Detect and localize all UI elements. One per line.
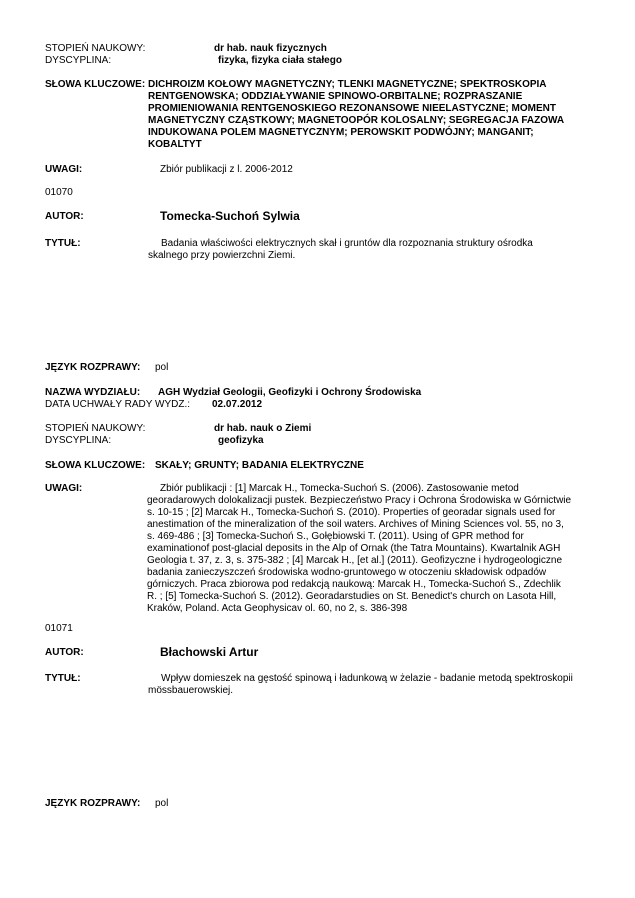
jezyk-value: pol xyxy=(155,798,169,809)
title-line: mössbauerowskiej. xyxy=(148,685,234,696)
stopien-label: STOPIEŃ NAUKOWY: xyxy=(45,423,146,434)
uwagi-block xyxy=(147,483,597,615)
uwagi-value: Zbiór publikacji z l. 2006-2012 xyxy=(160,164,293,175)
title-line: Wpływ domieszek na gęstość spinową i ładunkową w żelazie - badanie metodą spektroskopii xyxy=(161,673,573,684)
uwagi-line: examinationof post-glacial deposits in the Alp of Ornak (the Tatra Mountains). Kwartalnik AGH xyxy=(147,543,561,554)
uwagi-line: Zbiór publikacji : [1] Marcak H., Tomecka-Suchoń S. (2006). Zastosowanie metod xyxy=(160,483,519,494)
dyscyplina-label: DYSCYPLINA: xyxy=(45,435,112,446)
author-name: Błachowski Artur xyxy=(160,645,259,659)
dyscyplina-value: geofizyka xyxy=(218,435,264,446)
stopien-label: STOPIEŃ NAUKOWY: xyxy=(45,43,146,54)
title-block xyxy=(148,238,588,262)
uwagi-line: anestimation of the mineralization of the soil waters. Archives of Mining Sciences vol. 55, no 3, xyxy=(147,519,564,530)
jezyk-label: JĘZYK ROZPRAWY: xyxy=(45,362,141,373)
keywords-block xyxy=(148,79,588,151)
uwagi-line: Geologia t. 37, z. 3, s. 375-382 ; [4] Marcak H., [et al.] (2011). Geofizyczne i hydrogeologiczne xyxy=(147,555,563,566)
wydzial-label: NAZWA WYDZIAŁU: xyxy=(45,387,141,398)
title-line: skalnego przy powierzchni Ziemi. xyxy=(148,250,296,261)
autor-label: AUTOR: xyxy=(45,211,84,222)
dyscyplina-value: fizyka, fizyka ciała stałego xyxy=(218,55,342,66)
uwagi-line: badania zanieczyszczeń środowiska wodno-gruntowego w otoczeniu składowisk odpadów xyxy=(147,567,547,578)
keyword-line: KOBALTYT xyxy=(148,139,202,150)
uwagi-line: Kraków, Poland. Acta Geophysicav ol. 60, no 2, s. 386-398 xyxy=(147,603,408,614)
stopien-value: dr hab. nauk o Ziemi xyxy=(214,423,312,434)
keyword-line: RENTGENOWSKA; ODDZIAŁYWANIE SPINOWO-ORBITALNE; ROZPRASZANIE xyxy=(148,91,523,102)
record-number: 01070 xyxy=(45,187,73,198)
title-block xyxy=(148,673,598,697)
data-uchwaly-value: 02.07.2012 xyxy=(212,399,263,410)
uwagi-line: R. ; [5] Tomecka-Suchoń S. (2012). Georadarstudies on St. Benedict's church on Lasota Hill, xyxy=(147,591,557,602)
keyword-line: PROMIENIOWANIA RENTGENOSKIEGO REZONANSOWE NIEELASTYCZNE; MOMENT xyxy=(148,103,556,114)
uwagi-line: georadarowych dolokalizacji pustek. Bezpieczeństwo Pracy i Ochrona Środowiska w Górnictwie xyxy=(147,495,572,506)
uwagi-line: s. 10-15 ; [2] Marcak H., Tomecka-Suchoń S. (2010). Properties of georadar signals used for xyxy=(147,507,556,518)
keyword-line: INDUKOWANA POLEM MAGNETYCZNYM; PEROWSKIT PODWÓJNY; MANGANIT; xyxy=(148,127,534,138)
keyword-line: MAGNETYCZNY CZĄSTKOWY; MAGNETOOPÓR KOLOSALNY; SEGREGACJA FAZOWA xyxy=(148,115,565,126)
keywords-value: SKAŁY; GRUNTY; BADANIA ELEKTRYCZNE xyxy=(155,460,364,471)
jezyk-label: JĘZYK ROZPRAWY: xyxy=(45,798,141,809)
keyword-line: DICHROIZM KOŁOWY MAGNETYCZNY; TLENKI MAGNETYCZNE; SPEKTROSKOPIA xyxy=(148,79,547,90)
keywords-label: SŁOWA KLUCZOWE: xyxy=(45,460,146,471)
uwagi-line: s. 469-486 ; [3] Tomecka-Suchoń S., Gołębiowski T. (2011). Using of GPR method for xyxy=(147,531,524,542)
jezyk-value: pol xyxy=(155,362,169,373)
autor-label: AUTOR: xyxy=(45,647,84,658)
stopien-value: dr hab. nauk fizycznych xyxy=(214,43,327,54)
uwagi-label: UWAGI: xyxy=(45,164,83,175)
author-name: Tomecka-Suchoń Sylwia xyxy=(160,209,300,223)
keywords-label: SŁOWA KLUCZOWE: xyxy=(45,79,146,90)
tytul-label: TYTUŁ: xyxy=(45,238,81,249)
wydzial-value: AGH Wydział Geologii, Geofizyki i Ochrony Środowiska xyxy=(158,387,422,398)
record-number: 01071 xyxy=(45,623,73,634)
uwagi-line: górniczych. Praca zbiorowa pod redakcją naukową: Marcak H., Tomecka-Suchoń S., Zdechlik xyxy=(147,579,561,590)
tytul-label: TYTUŁ: xyxy=(45,673,81,684)
dyscyplina-label: DYSCYPLINA: xyxy=(45,55,112,66)
data-uchwaly-label: DATA UCHWAŁY RADY WYDZ.: xyxy=(45,399,191,410)
title-line: Badania właściwości elektrycznych skał i gruntów dla rozpoznania struktury ośrodka xyxy=(161,238,533,249)
uwagi-label: UWAGI: xyxy=(45,483,83,494)
